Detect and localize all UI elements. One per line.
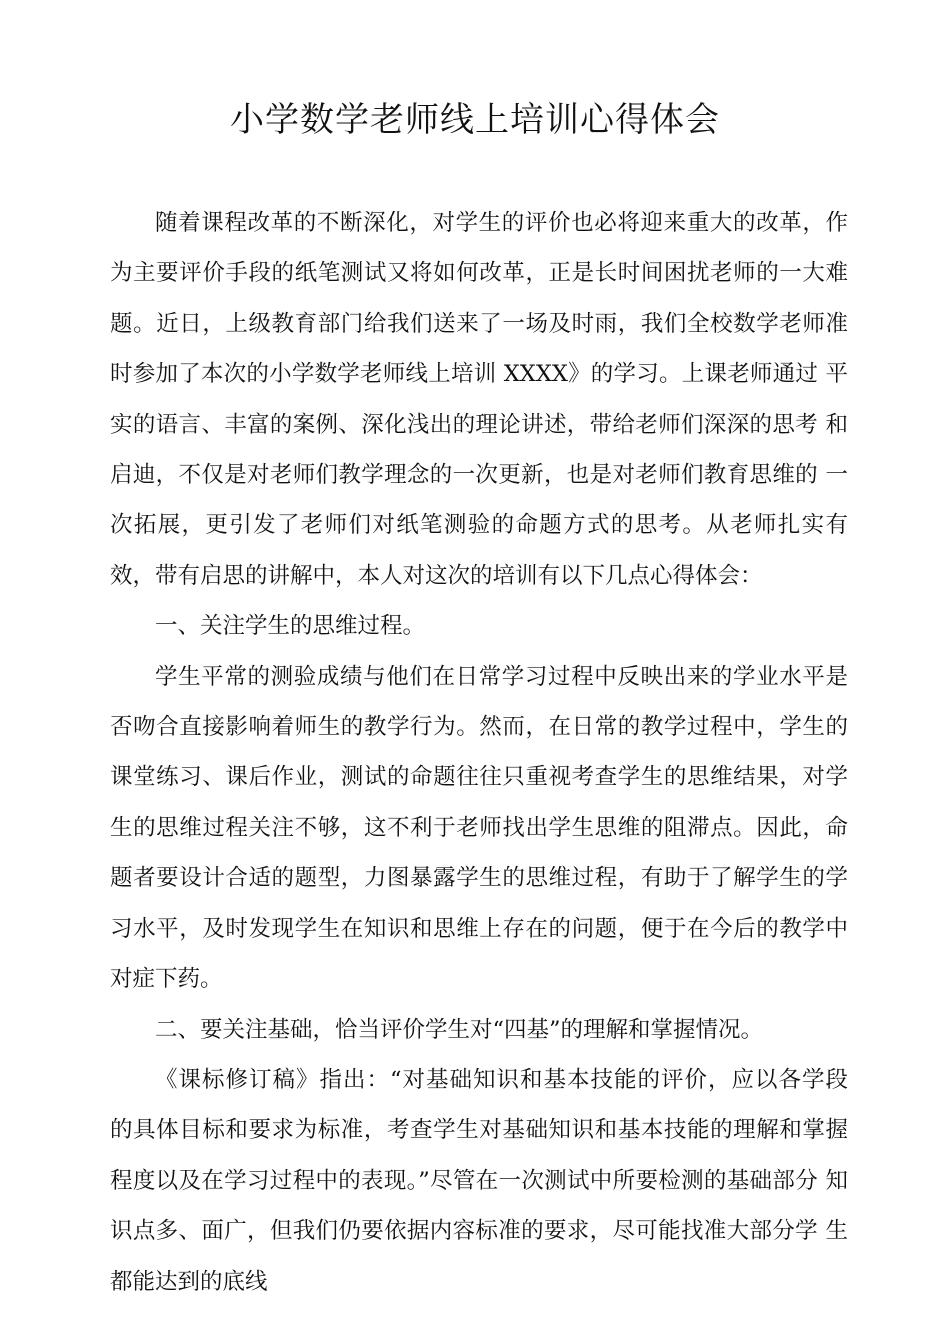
paragraph-intro: 随着课程改革的不断深化，对学生的评价也必将迎来重大的改革，作 为主要评价手段的纸笔测试又将如何改革，正是长时间困扰老师的一大难 题。近日，上级教育部门给我们送来了一场及时雨，我们全校数学老师准 时参加了本次的小学数学老师线上培训 XXXX》的学习。上课老师通过 平实的语言、丰富的案例、深化浅出的理论讲述，带给老师们深深的思考 和启迪，不仅是对老师们教学理念的一次更新，也是对老师们教育思维的 一次拓展，更引发了老师们对纸笔测验的命题方式的思考。从老师扎实有 效，带有启思的讲解中，本人对这次的培训有以下几点心得体会： (110, 210, 848, 589)
document-body (110, 198, 848, 1307)
section-heading-1: 一、关注学生的思维过程。 (155, 613, 426, 640)
paragraph-section-1: 学生平常的测验成绩与他们在日常学习过程中反映出来的学业水平是 否吻合直接影响着师生的教学行为。然而，在日常的教学过程中，学生的 课堂练习、课后作业，测试的命题往往只重视考查学生的思维结果，对学 生的思维过程关注不够，这不利于老师找出学生思维的阻滞点。因此，命 题者要设计合适的题型，力图暴露学生的思维过程，有助于了解学生的学 习水平，及时发现学生在知识和思维上存在的问题，便于在今后的教学中 对症下药。 (110, 663, 848, 993)
document-title: 小学数学老师线上培训心得体会 (230, 100, 720, 140)
paragraph-section-2: 《课标修订稿》指出：“对基础知识和基本技能的评价，应以各学段 的具体目标和要求为标准，考查学生对基础知识和基本技能的理解和掌握 程度以及在学习过程中的表现。”尽管在一次测试中所要检测的基础部分 知识点多、面广，但我们仍要依据内容标准的要求，尽可能找准大部分学 生都能达到的底线 (110, 1066, 848, 1295)
section-heading-2: 二、要关注基础，恰当评价学生对“四基”的理解和掌握情况。 (155, 1016, 764, 1043)
